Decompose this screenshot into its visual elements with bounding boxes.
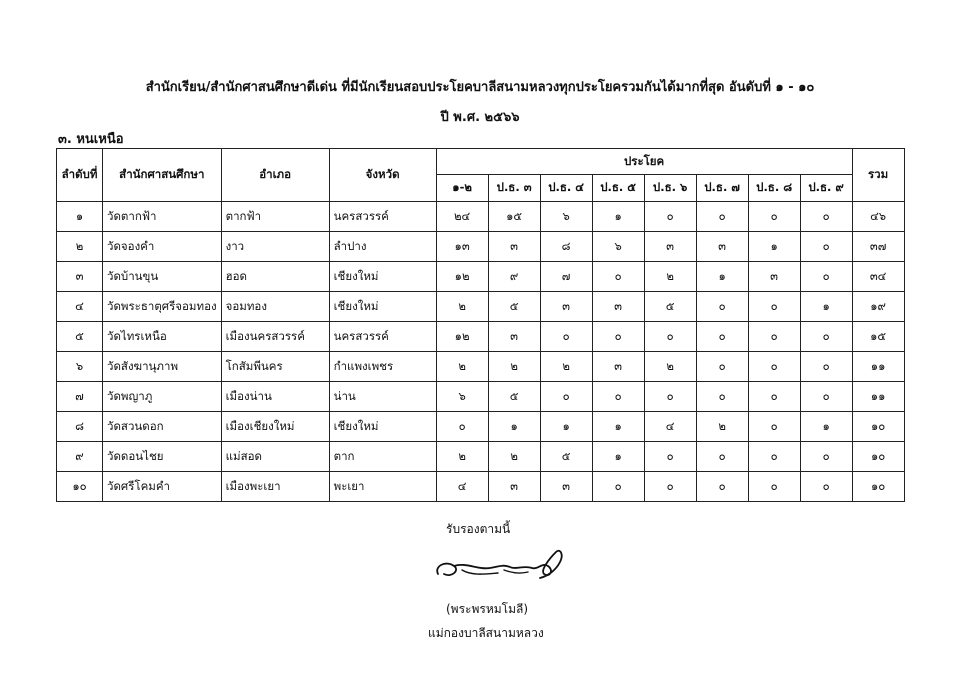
header-level: ป.ธ. ๔: [540, 175, 592, 202]
rank-cell: ๔: [57, 292, 103, 322]
level-count-cell: ๒: [436, 442, 488, 472]
school-cell: วัดสังฆานุภาพ: [103, 352, 222, 382]
total-cell: ๑๕: [852, 322, 904, 352]
level-count-cell: ๕: [488, 292, 540, 322]
school-cell: วัดบ้านขุน: [103, 262, 222, 292]
header-total: รวม: [852, 149, 904, 202]
level-count-cell: ๐: [644, 322, 696, 352]
level-count-cell: ๐: [696, 472, 748, 502]
level-count-cell: ๓: [488, 232, 540, 262]
level-count-cell: ๐: [592, 382, 644, 412]
signer-name: (พระพรหมโมลี): [446, 602, 529, 616]
level-count-cell: ๒๔: [436, 202, 488, 232]
level-count-cell: ๐: [540, 322, 592, 352]
table-body: [57, 202, 905, 502]
rank-cell: ๑๐: [57, 472, 103, 502]
level-count-cell: ๕: [488, 382, 540, 412]
total-cell: ๑๐: [852, 412, 904, 442]
level-count-cell: ๒: [540, 352, 592, 382]
level-count-cell: ๐: [696, 202, 748, 232]
level-count-cell: ๙: [488, 262, 540, 292]
level-count-cell: ๐: [748, 352, 800, 382]
province-cell: นครสวรรค์: [329, 202, 436, 232]
level-count-cell: ๒: [696, 412, 748, 442]
header-rank: ลำดับที่: [57, 149, 103, 202]
school-cell: วัดตากฟ้า: [103, 202, 222, 232]
level-count-cell: ๐: [644, 202, 696, 232]
signer-title: แม่กองบาลีสนามหลวง: [428, 626, 544, 640]
rank-cell: ๑: [57, 202, 103, 232]
level-count-cell: ๑๓: [436, 232, 488, 262]
level-count-cell: ๐: [592, 322, 644, 352]
province-cell: ตาก: [329, 442, 436, 472]
rank-cell: ๒: [57, 232, 103, 262]
level-count-cell: ๓: [488, 472, 540, 502]
total-cell: ๑๙: [852, 292, 904, 322]
level-count-cell: ๕: [540, 442, 592, 472]
province-cell: พะเยา: [329, 472, 436, 502]
header-level: ป.ธ. ๓: [488, 175, 540, 202]
total-cell: ๔๖: [852, 202, 904, 232]
table-row: [57, 322, 905, 352]
province-cell: เชียงใหม่: [329, 292, 436, 322]
level-count-cell: ๓: [748, 262, 800, 292]
level-count-cell: ๓: [696, 232, 748, 262]
level-count-cell: ๑: [592, 202, 644, 232]
document-year: ปี พ.ศ. ๒๕๖๖: [440, 110, 520, 125]
level-count-cell: ๓: [644, 232, 696, 262]
level-count-cell: ๔: [436, 472, 488, 502]
header-school: สำนักศาสนศึกษา: [103, 149, 222, 202]
header-district: อำเภอ: [221, 149, 329, 202]
ranking-table: [56, 148, 905, 502]
district-cell: แม่สอด: [221, 442, 329, 472]
signature-mark: [432, 540, 582, 588]
level-count-cell: ๑: [800, 292, 852, 322]
table-row: [57, 412, 905, 442]
district-cell: จอมทอง: [221, 292, 329, 322]
header-level: ป.ธ. ๖: [644, 175, 696, 202]
level-count-cell: ๖: [436, 382, 488, 412]
rank-cell: ๙: [57, 442, 103, 472]
level-count-cell: ๐: [592, 262, 644, 292]
level-count-cell: ๐: [800, 472, 852, 502]
level-count-cell: ๐: [800, 232, 852, 262]
table-row: [57, 292, 905, 322]
total-cell: ๑๐: [852, 442, 904, 472]
total-cell: ๓๗: [852, 232, 904, 262]
level-count-cell: ๐: [748, 412, 800, 442]
total-cell: ๑๐: [852, 472, 904, 502]
school-cell: วัดพญาภู: [103, 382, 222, 412]
district-cell: ตากฟ้า: [221, 202, 329, 232]
level-count-cell: ๒: [488, 442, 540, 472]
level-count-cell: ๐: [800, 382, 852, 412]
level-count-cell: ๒: [644, 352, 696, 382]
header-level-group: ประโยค: [436, 149, 852, 175]
table-row: [57, 442, 905, 472]
level-count-cell: ๒: [488, 352, 540, 382]
level-count-cell: ๐: [644, 442, 696, 472]
level-count-cell: ๓: [540, 472, 592, 502]
level-count-cell: ๓: [592, 352, 644, 382]
table-row: [57, 352, 905, 382]
level-count-cell: ๐: [800, 202, 852, 232]
level-count-cell: ๕: [644, 292, 696, 322]
level-count-cell: ๐: [748, 322, 800, 352]
level-count-cell: ๐: [436, 412, 488, 442]
level-count-cell: ๖: [540, 202, 592, 232]
header-level: ป.ธ. ๘: [748, 175, 800, 202]
header-province: จังหวัด: [329, 149, 436, 202]
table-row: [57, 202, 905, 232]
level-count-cell: ๑๒: [436, 322, 488, 352]
level-count-cell: ๑: [488, 412, 540, 442]
level-count-cell: ๐: [748, 442, 800, 472]
level-count-cell: ๐: [800, 442, 852, 472]
level-count-cell: ๑: [800, 412, 852, 442]
document-title: สำนักเรียน/สำนักศาสนศึกษาดีเด่น ที่มีนักเรียนสอบประโยคบาลีสนามหลวงทุกประโยครวมกันได้มากที่สุด อันดับที่ ๑ - ๑๐: [145, 80, 815, 95]
district-cell: เมืองเชียงใหม่: [221, 412, 329, 442]
school-cell: วัดสวนดอก: [103, 412, 222, 442]
level-count-cell: ๐: [644, 382, 696, 412]
rank-cell: ๖: [57, 352, 103, 382]
level-count-cell: ๒: [436, 352, 488, 382]
province-cell: นครสวรรค์: [329, 322, 436, 352]
header-level: ป.ธ. ๗: [696, 175, 748, 202]
level-count-cell: ๐: [696, 382, 748, 412]
school-cell: วัดพระธาตุศรีจอมทอง: [103, 292, 222, 322]
level-count-cell: ๐: [748, 472, 800, 502]
level-count-cell: ๔: [644, 412, 696, 442]
level-count-cell: ๘: [540, 232, 592, 262]
header-level: ป.ธ. ๕: [592, 175, 644, 202]
rank-cell: ๕: [57, 322, 103, 352]
district-cell: งาว: [221, 232, 329, 262]
total-cell: ๑๑: [852, 382, 904, 412]
level-count-cell: ๐: [748, 382, 800, 412]
level-count-cell: ๐: [800, 352, 852, 382]
region-heading: ๓. หนเหนือ: [58, 132, 124, 147]
school-cell: วัดศรีโคมคำ: [103, 472, 222, 502]
level-count-cell: ๑๕: [488, 202, 540, 232]
level-count-cell: ๓: [540, 292, 592, 322]
level-count-cell: ๐: [696, 292, 748, 322]
province-cell: เชียงใหม่: [329, 412, 436, 442]
level-count-cell: ๒: [436, 292, 488, 322]
total-cell: ๑๑: [852, 352, 904, 382]
level-count-cell: ๐: [696, 352, 748, 382]
province-cell: กำแพงเพชร: [329, 352, 436, 382]
level-count-cell: ๑๒: [436, 262, 488, 292]
level-count-cell: ๓: [488, 322, 540, 352]
level-count-cell: ๑: [540, 412, 592, 442]
header-level: ป.ธ. ๙: [800, 175, 852, 202]
district-cell: โกสัมพีนคร: [221, 352, 329, 382]
table-row: [57, 472, 905, 502]
header-level: ๑-๒: [436, 175, 488, 202]
level-count-cell: ๐: [592, 472, 644, 502]
level-count-cell: ๐: [540, 382, 592, 412]
certify-text: รับรองตามนี้: [446, 522, 511, 536]
level-count-cell: ๐: [748, 292, 800, 322]
level-count-cell: ๑: [696, 262, 748, 292]
level-count-cell: ๑: [748, 232, 800, 262]
rank-cell: ๗: [57, 382, 103, 412]
level-count-cell: ๐: [696, 322, 748, 352]
level-count-cell: ๐: [748, 202, 800, 232]
level-count-cell: ๐: [644, 472, 696, 502]
province-cell: น่าน: [329, 382, 436, 412]
table-row: [57, 232, 905, 262]
level-count-cell: ๐: [800, 262, 852, 292]
rank-cell: ๘: [57, 412, 103, 442]
school-cell: วัดจองคำ: [103, 232, 222, 262]
level-count-cell: ๑: [592, 442, 644, 472]
school-cell: วัดไทรเหนือ: [103, 322, 222, 352]
table-row: [57, 382, 905, 412]
level-count-cell: ๗: [540, 262, 592, 292]
district-cell: เมืองพะเยา: [221, 472, 329, 502]
district-cell: ฮอด: [221, 262, 329, 292]
province-cell: ลำปาง: [329, 232, 436, 262]
level-count-cell: ๓: [592, 292, 644, 322]
level-count-cell: ๖: [592, 232, 644, 262]
level-count-cell: ๐: [800, 322, 852, 352]
school-cell: วัดดอนไชย: [103, 442, 222, 472]
total-cell: ๓๔: [852, 262, 904, 292]
province-cell: เชียงใหม่: [329, 262, 436, 292]
level-count-cell: ๐: [696, 442, 748, 472]
table-row: [57, 262, 905, 292]
district-cell: เมืองน่าน: [221, 382, 329, 412]
level-count-cell: ๒: [644, 262, 696, 292]
district-cell: เมืองนครสวรรค์: [221, 322, 329, 352]
rank-cell: ๓: [57, 262, 103, 292]
level-count-cell: ๑: [592, 412, 644, 442]
